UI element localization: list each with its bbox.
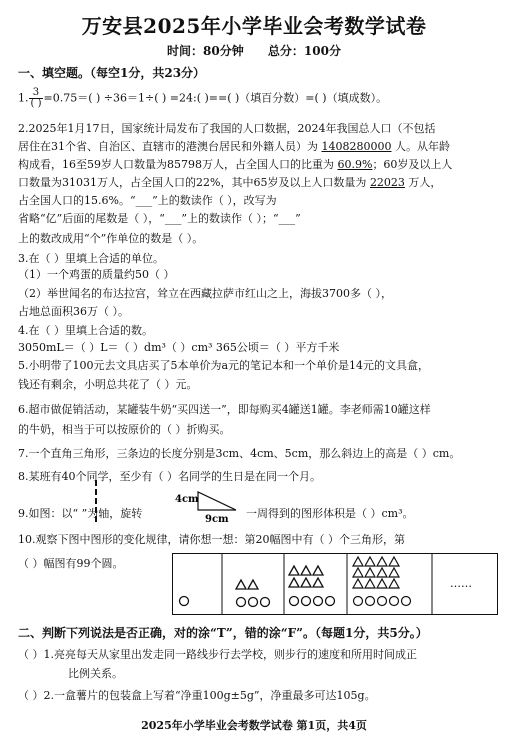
question-10-line-1: 10.观察下图中图形的变化规律，请你想一想：第20幅图中有（ ）个三角形，第 (18, 533, 405, 546)
right-triangle (198, 492, 236, 510)
question-2-line-4: 口数量为31031万人，占全国人口的22%，其中65岁及以上人口数量为 22023 万人， (18, 176, 442, 189)
question-2-line-3: 构成看，16至59岁人口数量为85798万人，占全国人口的比重为 60.9%；60岁及以上人 (18, 158, 453, 171)
pattern-outer-frame (173, 554, 498, 615)
judge-2-line-1: （ ）2.一盒薯片的包装盒上写着“净重100g±5g”，净重最多可达105g。 (18, 689, 376, 702)
question-3-line-2: （1）一个鸡蛋的质量约50（ ） (18, 268, 175, 281)
question-3-line-3: （2）举世闻名的布达拉宫，耸立在西藏拉萨市红山之上，海拔3700多（ ）， (18, 287, 392, 300)
pattern-ellipsis: …… (450, 577, 472, 590)
question-2-line-2: 居住在31个省、自治区、直辖市的港澳台居民和外籍人员）为 1408280000 人。从年龄 (18, 140, 450, 153)
question-2-line-5: 占全国人口的15.6%。“___”上的数读作（ ），改写为 (18, 194, 277, 207)
question-2-line-1: 2.2025年1月17日，国家统计局发布了我国的人口数据，2024年我国总人口（不包括 (18, 122, 436, 135)
question-6-line-2: 的牛奶，相当于可以按原价的（ ）折购买。 (18, 423, 231, 436)
question-4-line-2: 3050mL＝（ ）L＝（ ）dm³（ ）cm³ 365公顷＝（ ）平方千米 (18, 341, 340, 354)
judge-1-line-1: （ ）1.亮亮每天从家里出发走同一路线步行去学校，则步行的速度和所用时间成正 (18, 648, 417, 661)
question-7: 7.一个直角三角形，三条边的长度分别是3cm、4cm、5cm，那么斜边上的高是（ ）cm。 (18, 447, 461, 460)
pattern-figure-2 (236, 580, 270, 607)
pattern-figure-4 (353, 557, 411, 606)
exam-score: 总分：100分 (267, 44, 341, 58)
pattern-figure-1 (180, 597, 189, 606)
triangle-base-label: 9cm (205, 514, 229, 525)
question-9-suffix: 一周得到的图形体积是（ ）cm³。 (246, 507, 414, 520)
pattern-figure (172, 553, 498, 615)
exam-title: 万安县2025年小学毕业会考数学试卷 (81, 14, 427, 38)
exam-subtitle (0, 42, 508, 59)
section-1-heading: 一、填空题。（每空1分，共23分） (18, 66, 206, 80)
question-10-line-2: （ ）幅图有99个圆。 (18, 557, 124, 570)
question-5-line-1: 5.小明带了100元去文具店买了5本单价为a元的笔记本和一个单价是14元的文具盒， (18, 359, 430, 372)
question-3-line-1: 3.在（ ）里填上合适的单位。 (18, 252, 164, 265)
question-2-line-6: 省略“亿”后面的尾数是（ ），“___”上的数读作（ ）；“___” (18, 212, 301, 225)
fraction: $\frac{3}{( )}$ (30, 87, 42, 109)
question-2-line-7: 上的数改成用“个”作单位的数是（ ）。 (18, 232, 204, 245)
page-footer: 2025年小学毕业会考数学试卷 第1页，共4页 (141, 719, 367, 732)
pattern-figure-3 (289, 566, 335, 606)
question-3-line-4: 占地总面积36万（ ）。 (18, 305, 129, 318)
section-2-heading: 二、判断下列说法是否正确，对的涂“T”，错的涂“F”。（每题1分，共5分。） (18, 626, 428, 640)
triangle-figure (90, 478, 240, 528)
question-6-line-1: 6.超市做促销活动，某罐装牛奶“买四送一”，即每购买4罐送1罐。李老师需10罐这样 (18, 403, 431, 416)
triangle-height-label: 4cm (175, 494, 199, 505)
question-8: 8.某班有40个同学，至少有（ ）名同学的生日是在同一个月。 (18, 470, 321, 483)
question-4-line-1: 4.在（ ）里填上合适的数。 (18, 324, 153, 337)
question-5-line-2: 钱还有剩余，小明总共花了（ ）元。 (18, 378, 198, 391)
question-9-prefix: 9.如图：以“ ”为轴，旋转 (18, 507, 143, 520)
question-1: 1. $\frac{3}{( )}$ =0.75＝( ) ÷36＝1÷( ) =24:( )==( )（填百分数）=( )（填成数）。 (18, 87, 388, 109)
judge-1-line-2: 比例关系。 (68, 667, 123, 680)
exam-time: 时间：80分钟 (167, 44, 244, 58)
